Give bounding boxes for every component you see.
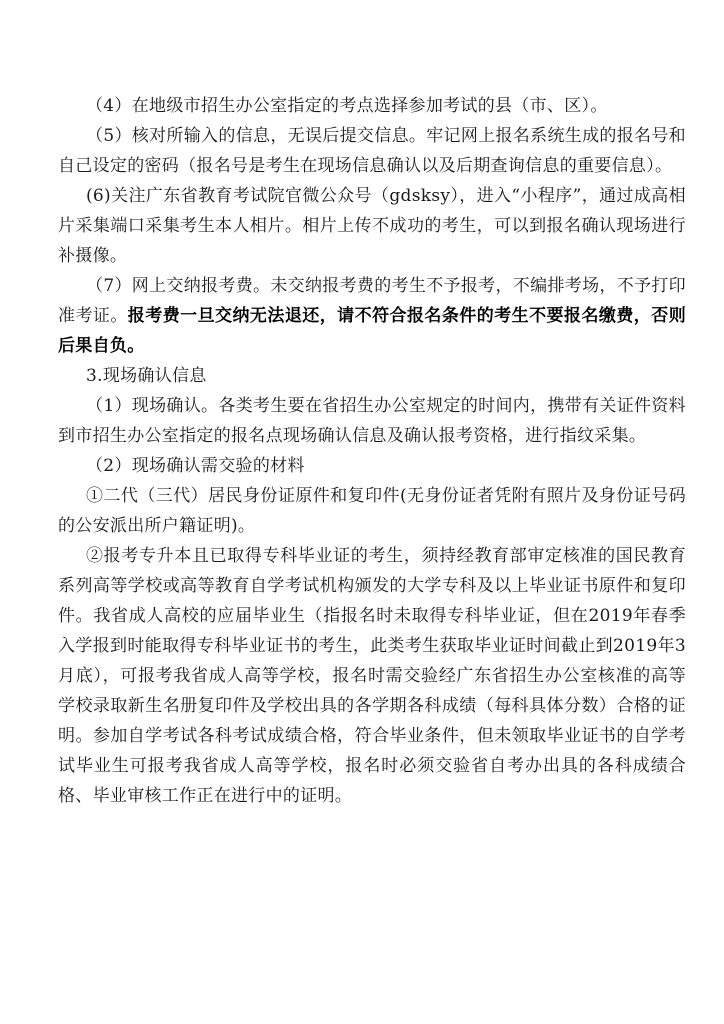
paragraph-text: （7）网上交纳报考费。未交纳报考费的考生不予报考，不编排考场，不予打印准考证。: [58, 276, 686, 326]
paragraph-material-2: [58, 541, 686, 811]
paragraph-text: ②报考专升本且已取得专科毕业证的考生，须持经教育部审定核准的国民教育系列高等学校或高等教育自学考试机构颁发的大学专科及以上毕业证书原件和复印件。我省成人高校的应届毕业生（指报名时未取得专科毕业证，但在2019年春季入学报到时能取得专科毕业证书的考生，此类考生获取毕业证时间截止到2019年3月底），可报考我省成人高等学校，报名时需交验经广东省招生办公室核准的高等学校录取新生名册复印件及学校出具的各学期各科成绩（每科具体分数）合格的证明。参加自学考试各科考试成绩合格，符合毕业条件，但未领取毕业证书的自学考试毕业生可报考我省成人高等学校，报名时必须交验省自考办出具的各科成绩合格、毕业审核工作正在进行中的证明。: [58, 546, 686, 806]
paragraph-confirm-2: [58, 451, 686, 481]
paragraph-confirm-1: [58, 391, 686, 451]
paragraph-step-5: [58, 121, 686, 181]
paragraph-text: （4）在地级市招生办公室指定的考点选择参加考试的县（市、区）。: [86, 96, 608, 116]
paragraph-text: （2）现场确认需交验的材料: [86, 456, 305, 476]
paragraph-text: （5）核对所输入的信息，无误后提交信息。牢记网上报名系统生成的报名号和自己设定的密码（报名号是考生在现场信息确认以及后期查询信息的重要信息）。: [58, 126, 686, 176]
paragraph-step-7: [58, 271, 686, 361]
document-body: [58, 91, 686, 811]
paragraph-text: ①二代（三代）居民身份证原件和复印件(无身份证者凭附有照片及身份证号码的公安派出所户籍证明)。: [58, 486, 686, 536]
paragraph-text: (6)关注广东省教育考试院官微公众号（gdsksy），进入“小程序”，通过成高相片采集端口采集考生本人相片。相片上传不成功的考生，可以到报名确认现场进行补摄像。: [58, 186, 686, 266]
paragraph-material-1: [58, 481, 686, 541]
paragraph-step-4: [58, 91, 686, 121]
paragraph-text: （1）现场确认。各类考生要在省招生办公室规定的时间内，携带有关证件资料到市招生办公室指定的报名点现场确认信息及确认报考资格，进行指纹采集。: [58, 396, 686, 446]
section-heading-text: 3.现场确认信息: [86, 366, 207, 386]
paragraph-step-6: [58, 181, 686, 271]
section-heading-3: [58, 361, 686, 391]
paragraph-bold-warning: 报考费一旦交纳无法退还，请不符合报名条件的考生不要报名缴费，否则后果自负。: [58, 306, 686, 356]
